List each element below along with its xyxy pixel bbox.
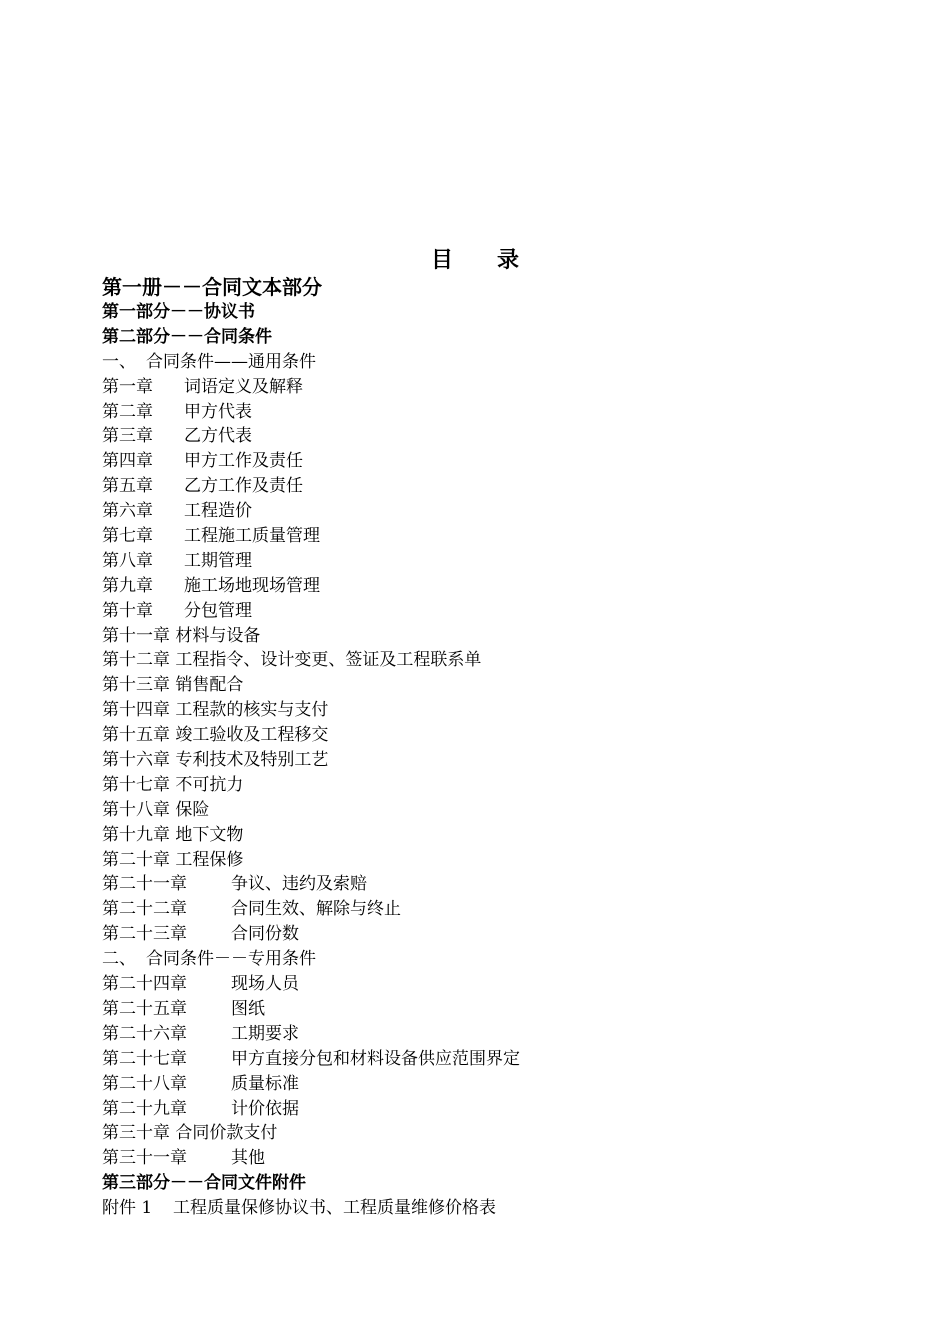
chapter-title: 争议、违约及索赔 [231, 874, 367, 895]
part-heading-3: 第三部分－－合同文件附件 [102, 1173, 306, 1194]
toc-entry [102, 1022, 862, 1047]
toc-entry [102, 574, 862, 599]
chapter-number: 第二十一章 [102, 874, 187, 895]
toc-entry [102, 872, 862, 897]
chapter-number: 第三章 [102, 426, 153, 447]
chapter-title: 工程施工质量管理 [184, 526, 320, 547]
chapter-number: 第二十四章 [102, 974, 187, 995]
chapter-number: 第八章 [102, 550, 153, 571]
chapter-number: 第二十七章 [102, 1048, 187, 1069]
toc-entry: 第十三章 销售配合 [102, 675, 244, 696]
toc-entry [102, 424, 862, 449]
toc-entry: 第十二章 工程指令、设计变更、签证及工程联系单 [102, 650, 482, 671]
toc-entry: 第十五章 竣工验收及工程移交 [102, 725, 329, 746]
section-title: 合同条件－－专用条件 [146, 949, 316, 970]
chapter-title: 工期要求 [231, 1023, 299, 1044]
chapter-title: 计价依据 [231, 1098, 299, 1119]
volume-heading: 第一册－－合同文本部分 [102, 275, 322, 299]
toc-entry [102, 474, 862, 499]
chapter-number: 第二十三章 [102, 924, 187, 945]
toc-entry [102, 1146, 862, 1171]
toc-entry [102, 897, 862, 922]
chapter-title: 施工场地现场管理 [184, 575, 320, 596]
toc-entry: 第十一章 材料与设备 [102, 625, 261, 646]
toc-entry: 第十七章 不可抗力 [102, 774, 244, 795]
chapter-number: 第五章 [102, 476, 153, 497]
toc-entry [102, 375, 862, 400]
section-title: 合同条件——通用条件 [146, 351, 316, 372]
toc-entry: 第三十章 合同价款支付 [102, 1123, 278, 1144]
chapter-title: 质量标准 [231, 1073, 299, 1094]
section-number: 一、 [102, 351, 136, 372]
toc-title: 目 录 [430, 248, 519, 273]
chapter-number: 第六章 [102, 501, 153, 522]
chapter-title: 现场人员 [231, 974, 299, 995]
part-heading-1: 第一部分－－协议书 [102, 302, 255, 322]
chapter-number: 第二十九章 [102, 1098, 187, 1119]
section-number: 二、 [102, 949, 136, 970]
section-special-conditions [102, 947, 862, 972]
chapter-number: 第二十六章 [102, 1023, 187, 1044]
chapter-number: 第三十一章 [102, 1148, 187, 1169]
chapter-title: 图纸 [231, 998, 265, 1019]
table-of-contents [102, 274, 862, 1221]
chapter-number: 第二十五章 [102, 998, 187, 1019]
chapter-title: 乙方工作及责任 [184, 476, 303, 497]
toc-entry: 第十四章 工程款的核实与支付 [102, 700, 329, 721]
attachment-title: 工程质量保修协议书、工程质量维修价格表 [173, 1198, 496, 1219]
toc-entry [102, 997, 862, 1022]
toc-entry [102, 922, 862, 947]
toc-entry [102, 599, 862, 624]
chapter-title: 合同份数 [231, 924, 299, 945]
toc-entry [102, 549, 862, 574]
chapter-number: 第十章 [102, 600, 153, 621]
toc-entry: 第十八章 保险 [102, 799, 210, 820]
part-heading-2: 第二部分－－合同条件 [102, 326, 272, 347]
toc-entry [102, 400, 862, 425]
toc-entry [102, 449, 862, 474]
chapter-number: 第一章 [102, 376, 153, 397]
chapter-title: 甲方代表 [184, 401, 252, 422]
attachment-number: 附件 1 [102, 1198, 153, 1219]
chapter-title: 词语定义及解释 [184, 376, 303, 397]
chapter-title: 甲方直接分包和材料设备供应范围界定 [231, 1048, 520, 1069]
chapter-number: 第二十八章 [102, 1073, 187, 1094]
chapter-number: 第七章 [102, 526, 153, 547]
chapter-title: 分包管理 [184, 600, 252, 621]
chapter-title: 合同生效、解除与终止 [231, 899, 401, 920]
attachment-entry [102, 1196, 862, 1221]
chapter-title: 其他 [231, 1148, 265, 1169]
toc-entry [102, 1047, 862, 1072]
chapter-number: 第二章 [102, 401, 153, 422]
toc-entry [102, 1097, 862, 1122]
chapter-title: 甲方工作及责任 [184, 451, 303, 472]
section-general-conditions [102, 350, 862, 375]
toc-entry: 第十九章 地下文物 [102, 824, 244, 845]
toc-entry [102, 524, 862, 549]
toc-entry: 第十六章 专利技术及特别工艺 [102, 750, 329, 771]
chapter-number: 第二十二章 [102, 899, 187, 920]
chapter-number: 第四章 [102, 451, 153, 472]
toc-entry [102, 972, 862, 997]
toc-entry [102, 1072, 862, 1097]
chapter-title: 工期管理 [184, 550, 252, 571]
chapter-title: 工程造价 [184, 501, 252, 522]
chapter-number: 第九章 [102, 575, 153, 596]
toc-entry: 第二十章 工程保修 [102, 849, 244, 870]
chapter-title: 乙方代表 [184, 426, 252, 447]
toc-entry [102, 499, 862, 524]
